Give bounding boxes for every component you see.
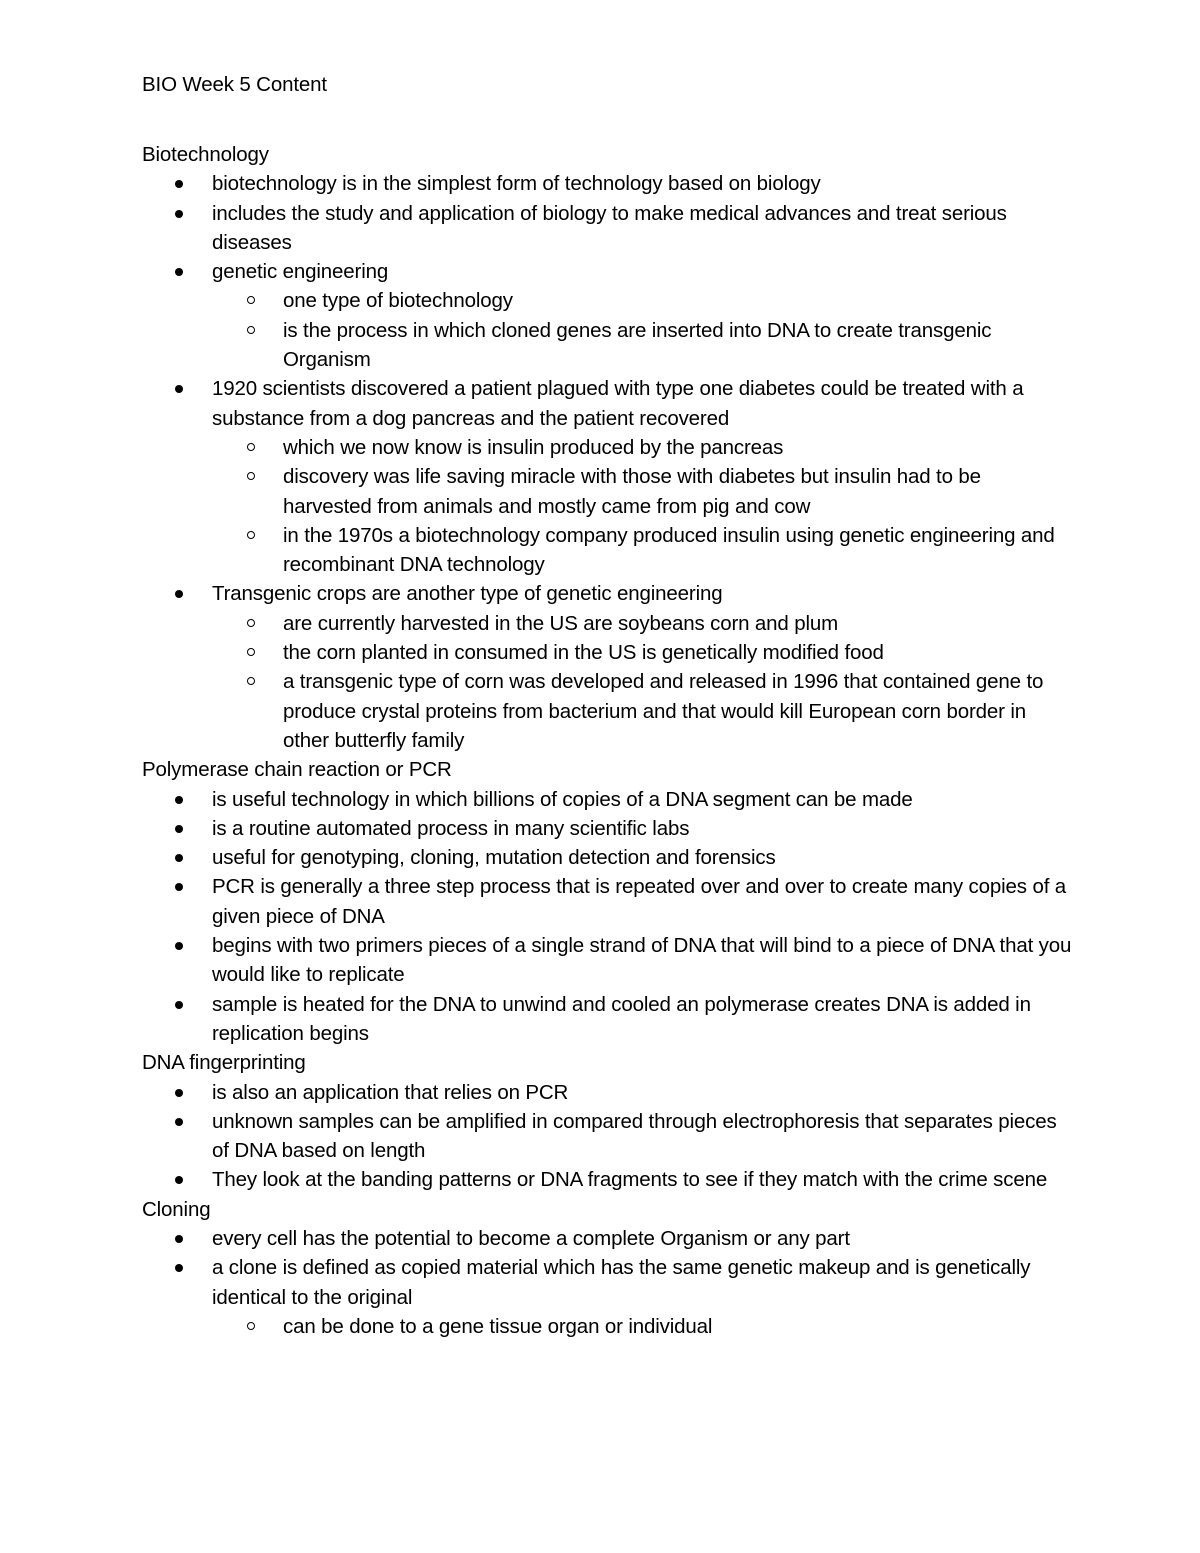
list-item xyxy=(142,843,1072,872)
section xyxy=(142,1048,1072,1194)
hollow-bullet-icon xyxy=(247,677,255,685)
sub-list-item-text: which we now know is insulin produced by the pancreas xyxy=(283,435,784,459)
sub-list-item-text: a transgenic type of corn was developed and released in 1996 that contained gene to produce crystal proteins from bacterium and that would kill European corn border in other butterfly family xyxy=(283,670,1044,752)
sub-list-item xyxy=(142,316,1072,375)
section-heading: Biotechnology xyxy=(142,143,269,166)
list-item-text: PCR is generally a three step process that is repeated over and over to create many copies of a given piece of DNA xyxy=(212,875,1067,928)
sub-list xyxy=(142,609,1072,638)
list-item xyxy=(142,1078,1072,1107)
list-item xyxy=(142,579,1072,608)
section-heading: DNA fingerprinting xyxy=(142,1051,306,1075)
list-item-text: Transgenic crops are another type of genetic engineering xyxy=(212,582,723,606)
sub-list-item xyxy=(142,521,1072,580)
bullet-icon xyxy=(175,210,183,218)
sub-list-item xyxy=(142,433,1072,462)
list-item xyxy=(142,931,1072,990)
bullet-icon xyxy=(175,180,183,188)
hollow-bullet-icon xyxy=(247,296,255,304)
sub-list-item xyxy=(142,667,1072,755)
sub-list-item-text: one type of biotechnology xyxy=(283,289,513,313)
bullet-icon xyxy=(175,385,183,393)
sub-list xyxy=(142,316,1072,375)
list-item-text: genetic engineering xyxy=(212,260,389,284)
hollow-bullet-icon xyxy=(247,1322,255,1330)
list-item-text: begins with two primers pieces of a single strand of DNA that will bind to a piece of DNA that you would like to replicate xyxy=(212,934,1072,987)
hollow-bullet-icon xyxy=(247,648,255,656)
sub-list xyxy=(142,638,1072,667)
bullet-icon xyxy=(175,1001,183,1009)
sub-list xyxy=(142,667,1072,755)
list-item-text: useful for genotyping, cloning, mutation detection and forensics xyxy=(212,846,776,870)
list-item-text: includes the study and application of biology to make medical advances and treat serious diseases xyxy=(212,201,1007,254)
page-title: BIO Week 5 Content xyxy=(142,73,327,96)
bullet-icon xyxy=(175,1118,183,1126)
list-item xyxy=(142,872,1072,931)
list-item xyxy=(142,990,1072,1049)
list-item xyxy=(142,169,1072,198)
list-item-text: 1920 scientists discovered a patient plagued with type one diabetes could be treated with a substance from a dog pancreas and the patient recovered xyxy=(212,377,1024,430)
list-item xyxy=(142,257,1072,286)
bullet-icon xyxy=(175,883,183,891)
sub-list-item-text: are currently harvested in the US are soybeans corn and plum xyxy=(283,611,839,635)
list-item-text: sample is heated for the DNA to unwind and cooled an polymerase creates DNA is added in replication begins xyxy=(212,992,1031,1045)
document-body xyxy=(142,140,1072,1341)
bullet-icon xyxy=(175,942,183,950)
bullet-icon xyxy=(175,1235,183,1243)
list-item xyxy=(142,1165,1072,1194)
list-item xyxy=(142,1107,1072,1166)
list-item-text: a clone is defined as copied material which has the same genetic makeup and is genetically identical to the original xyxy=(212,1256,1031,1309)
sub-list xyxy=(142,462,1072,521)
bullet-list xyxy=(142,1224,1072,1341)
list-item-text: is also an application that relies on PCR xyxy=(212,1080,569,1104)
list-item-text: every cell has the potential to become a complete Organism or any part xyxy=(212,1226,850,1250)
list-item-text: unknown samples can be amplified in compared through electrophoresis that separates pieces of DNA based on length xyxy=(212,1109,1057,1163)
section xyxy=(142,1195,1072,1341)
sub-list-item-text: is the process in which cloned genes are inserted into DNA to create transgenic Organism xyxy=(283,318,992,372)
sub-list-item-text: in the 1970s a biotechnology company produced insulin using genetic engineering and recombinant DNA technology xyxy=(283,523,1055,577)
list-item xyxy=(142,1224,1072,1253)
bullet-icon xyxy=(175,268,183,276)
hollow-bullet-icon xyxy=(247,619,255,627)
bullet-icon xyxy=(175,1176,183,1184)
list-item-text: biotechnology is in the simplest form of technology based on biology xyxy=(212,172,821,196)
list-item xyxy=(142,785,1072,814)
section xyxy=(142,755,1072,1048)
sub-list xyxy=(142,521,1072,580)
bullet-list xyxy=(142,785,1072,1049)
bullet-icon xyxy=(175,796,183,804)
sub-list-item xyxy=(142,1312,1072,1341)
sub-list-item xyxy=(142,609,1072,638)
sub-list xyxy=(142,433,1072,462)
sub-list-item xyxy=(142,286,1072,315)
sub-list xyxy=(142,286,1072,315)
section-heading: Cloning xyxy=(142,1197,211,1221)
list-item xyxy=(142,199,1072,258)
list-item xyxy=(142,374,1072,433)
bullet-icon xyxy=(175,1264,183,1272)
hollow-bullet-icon xyxy=(247,531,255,539)
hollow-bullet-icon xyxy=(247,443,255,451)
bullet-list xyxy=(142,1078,1072,1195)
list-item xyxy=(142,814,1072,843)
bullet-icon xyxy=(175,1089,183,1097)
list-item xyxy=(142,1253,1072,1312)
bullet-icon xyxy=(175,854,183,862)
bullet-icon xyxy=(175,825,183,833)
sub-list-item-text: the corn planted in consumed in the US is genetically modified food xyxy=(283,641,884,665)
hollow-bullet-icon xyxy=(247,472,255,480)
sub-list-item xyxy=(142,462,1072,521)
bullet-icon xyxy=(175,590,183,598)
bullet-list xyxy=(142,169,1072,755)
sub-list xyxy=(142,1312,1072,1341)
list-item-text: They look at the banding patterns or DNA fragments to see if they match with the crime scene xyxy=(212,1168,1048,1192)
section-heading: Polymerase chain reaction or PCR xyxy=(142,758,452,782)
sub-list-item-text: discovery was life saving miracle with those with diabetes but insulin had to be harvested from animals and mostly came from pig and cow xyxy=(283,465,981,518)
hollow-bullet-icon xyxy=(247,326,255,334)
sub-list-item-text: can be done to a gene tissue organ or individual xyxy=(283,1314,713,1338)
list-item-text: is useful technology in which billions of copies of a DNA segment can be made xyxy=(212,787,913,811)
list-item-text: is a routine automated process in many scientific labs xyxy=(212,816,690,840)
section xyxy=(142,140,1072,755)
sub-list-item xyxy=(142,638,1072,667)
